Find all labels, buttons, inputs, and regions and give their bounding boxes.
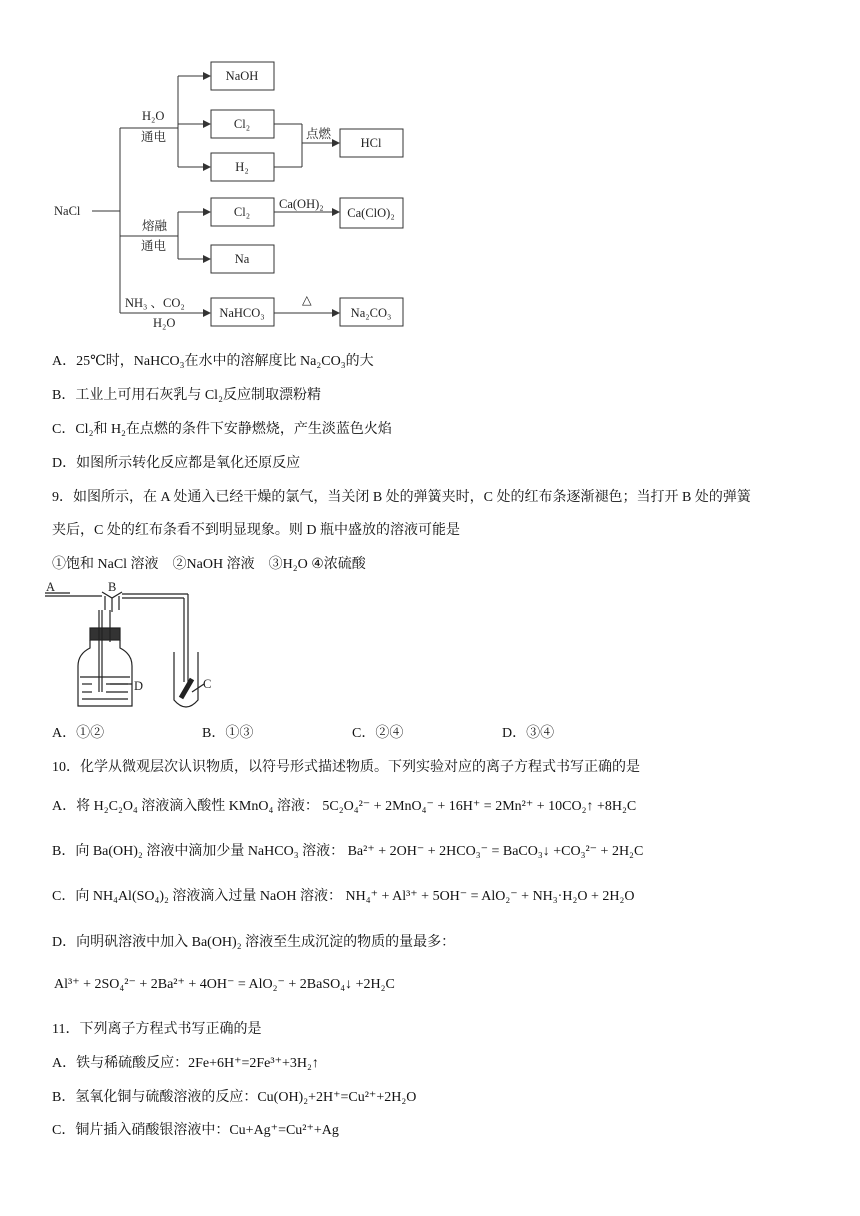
branch3-label-top: NH₃ 、CO₂ <box>125 296 185 310</box>
product-na2co3: Na₂CO₃ <box>350 306 392 320</box>
q9-stem-line2: 夹后，C 处的红布条看不到明显现象。则 D 瓶中盛放的溶液可能是 <box>52 523 460 538</box>
product-cl2-2: Cl₂ <box>233 205 251 219</box>
product-naoh: NaOH <box>225 69 259 83</box>
q10-option-c-equation: NH₄⁺ + Al³⁺ + 5OH⁻ = AlO₂⁻ + NH₃·H₂O + 2H₂O <box>345 889 635 904</box>
q10-option-a-equation: 5C₂O₄²⁻ + 2MnO₄⁻ + 16H⁺ = 2Mn²⁺ + 10CO₂↑ +8H₂C <box>322 799 637 814</box>
scheme-source: NaCl <box>54 204 81 218</box>
q10-option-b-equation: Ba²⁺ + 2OH⁻ + 2HCO₃⁻ = BaCO₃↓ +CO₃²⁻ + 2H₂C <box>347 844 644 859</box>
q10-option-b <box>52 843 643 861</box>
label-d: D <box>134 679 144 693</box>
q8-option-a: A．25℃时，NaHCO₃在水中的溶解度比 Na₂CO₃的大 <box>52 354 374 369</box>
q9-stem-line1: 9．如图所示，在 A 处通入已经干燥的氯气，当关闭 B 处的弹簧夹时，C 处的红布条逐渐褪色；当打开 B 处的弹簧 <box>52 490 751 505</box>
q8-option-c: C．Cl₂和 H₂在点燃的条件下安静燃烧，产生淡蓝色火焰 <box>52 422 392 437</box>
q8-option-b: B．工业上可用石灰乳与 Cl₂反应制取漂粉精 <box>52 388 321 403</box>
branch2-label-top: 熔融 <box>142 219 168 233</box>
q11-option-c: C．铜片插入硝酸银溶液中：Cu+Ag⁺=Cu²⁺+Ag <box>52 1123 339 1138</box>
q11-stem: 11．下列离子方程式书写正确的是 <box>52 1022 262 1037</box>
branch2-label-bottom: 通电 <box>141 239 167 253</box>
q9-option-a: A．①② <box>52 726 105 741</box>
branch3-label-bottom: H₂O <box>153 316 176 330</box>
q9-option-b: B．①③ <box>202 726 254 741</box>
branch1-label-bottom: 通电 <box>141 130 167 144</box>
q10-option-c-text: C．向 NH₄Al(SO₄)₂ 溶液滴入过量 NaOH 溶液： <box>52 889 342 904</box>
product-caclo2: Ca(ClO)₂ <box>347 206 395 220</box>
gas-bottle-apparatus <box>40 582 230 714</box>
q10-stem: 10．化学从微观层次认识物质，以符号形式描述物质。下列实验对应的离子方程式书写正确的是 <box>52 760 640 775</box>
q9-choices: ①饱和 NaCl 溶液 ②NaOH 溶液 ③H₂O ④浓硫酸 <box>52 557 366 572</box>
caoh2-condition: Ca(OH)₂ <box>279 197 324 211</box>
q9-option-d: D．③④ <box>502 726 555 741</box>
label-c: C <box>203 677 212 691</box>
q10-option-d-equation: Al³⁺ + 2SO₄²⁻ + 2Ba²⁺ + 4OH⁻ = AlO₂⁻ + 2BaSO₄↓ +2H₂C <box>54 977 395 992</box>
q10-option-a <box>52 798 636 816</box>
product-h2: H₂ <box>235 160 249 174</box>
heat-symbol: △ <box>302 293 312 307</box>
product-cl2-1: Cl₂ <box>233 117 251 131</box>
product-hcl: HCl <box>360 136 382 150</box>
label-a: A <box>46 582 56 594</box>
q10-option-b-text: B．向 Ba(OH)₂ 溶液中滴加少量 NaHCO₃ 溶液： <box>52 844 345 859</box>
q11-option-a: A．铁与稀硫酸反应：2Fe+6H⁺=2Fe³⁺+3H₂↑ <box>52 1056 319 1071</box>
q10-option-a-text: A．将 H₂C₂O₄ 溶液滴入酸性 KMnO₄ 溶液： <box>52 799 319 814</box>
q9-option-c: C．②④ <box>352 726 404 741</box>
branch1-label-top: H₂O <box>142 109 165 123</box>
label-b: B <box>108 582 117 594</box>
hcl-condition: 点燃 <box>306 127 332 141</box>
q8-option-d: D．如图所示转化反应都是氧化还原反应 <box>52 456 301 471</box>
nacl-scheme-diagram <box>0 0 430 335</box>
q10-option-c <box>52 888 634 906</box>
product-na: Na <box>234 252 250 266</box>
q10-option-d: D．向明矾溶液中加入 Ba(OH)₂ 溶液至生成沉淀的物质的量最多： <box>52 935 456 950</box>
q11-option-b: B．氢氧化铜与硫酸溶液的反应：Cu(OH)₂+2H⁺=Cu²⁺+2H₂O <box>52 1090 417 1105</box>
product-nahco3: NaHCO₃ <box>219 306 265 320</box>
